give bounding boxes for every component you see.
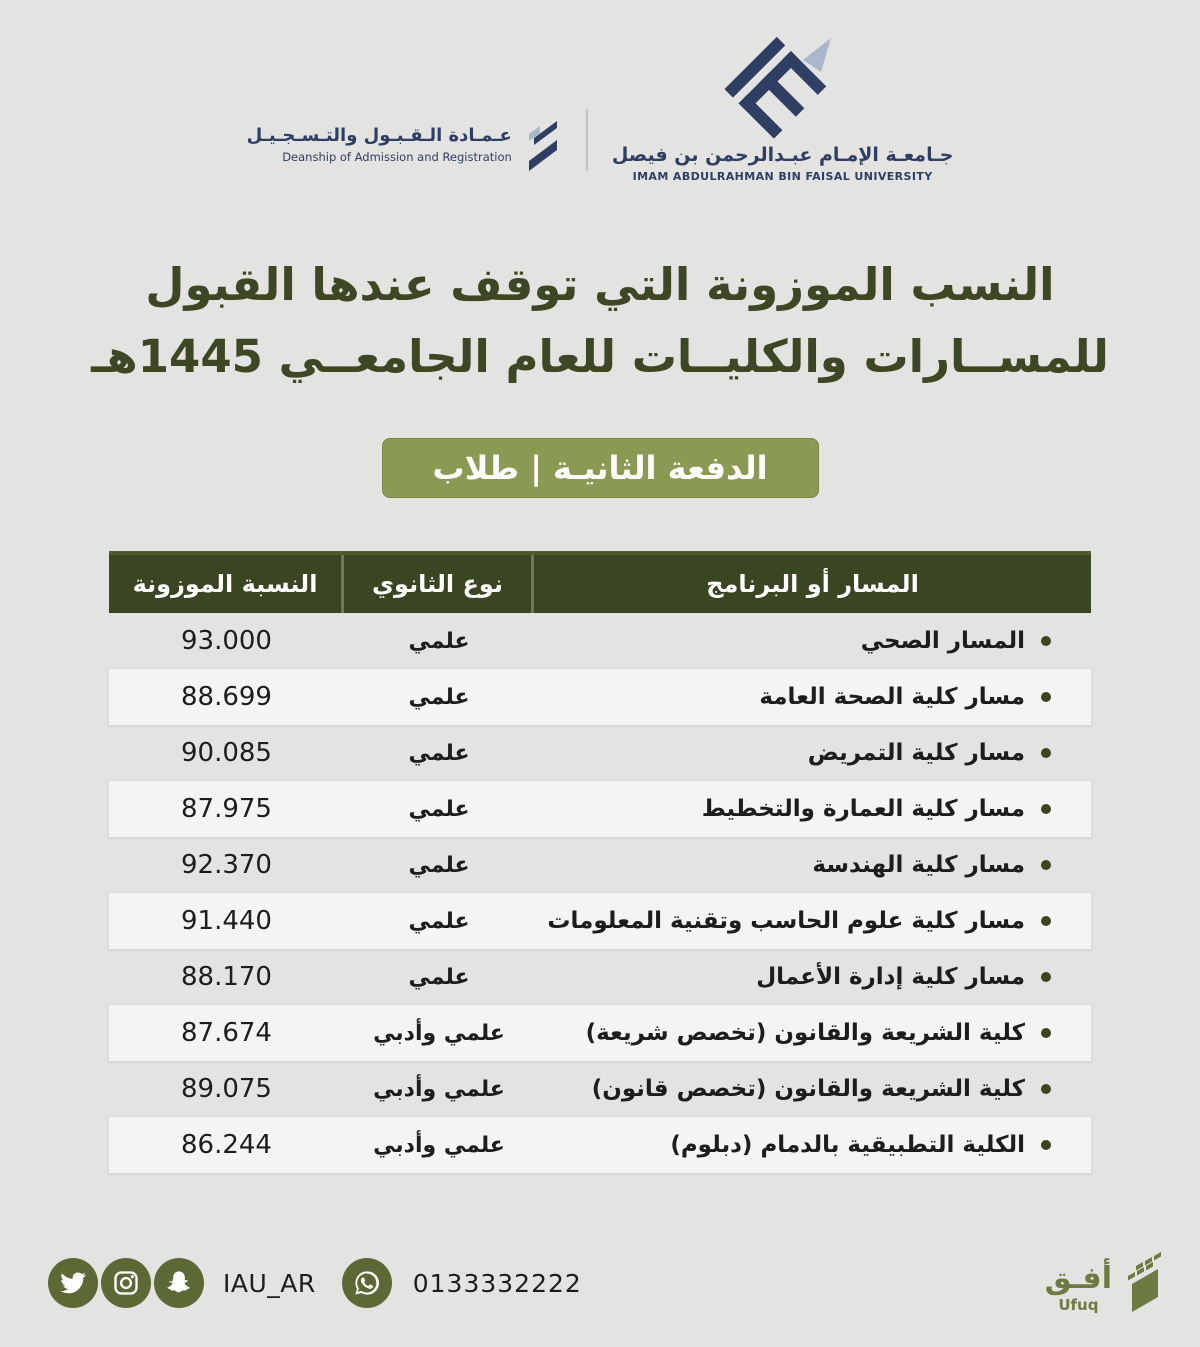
- social-handle: IAU_AR: [223, 1268, 316, 1298]
- bullet-icon: [1041, 804, 1051, 814]
- table-row: [109, 725, 1091, 781]
- bullet-icon: [1041, 1084, 1051, 1094]
- program-name: الكلية التطبيقية بالدمام (دبلوم): [670, 1132, 1025, 1158]
- deanship-stripes-icon: [526, 113, 560, 175]
- phone-number: 0133332222: [412, 1268, 582, 1298]
- program-name: كلية الشريعة والقانون (تخصص شريعة): [585, 1020, 1025, 1046]
- weighted-score-value: 86.244: [181, 1130, 272, 1160]
- school-type-value: علمي: [408, 964, 470, 990]
- table-body: [109, 613, 1091, 1173]
- bullet-icon: [1041, 916, 1051, 926]
- admission-table: [109, 551, 1091, 1173]
- header-program: المسار أو البرنامج: [706, 570, 919, 598]
- weighted-score-value: 92.370: [181, 850, 272, 880]
- title-line-1: النسب الموزونة التي توقف عندها القبول: [145, 258, 1055, 311]
- header-school-type: نوع الثانوي: [344, 555, 534, 613]
- bullet-icon: [1041, 636, 1051, 646]
- program-cell: [534, 1020, 1091, 1046]
- school-type-value: علمي وأدبي: [373, 1020, 505, 1046]
- ufuq-name-arabic: أفـق: [1044, 1261, 1112, 1296]
- deanship-name-arabic: عـمـادة الـقـبـول والتـسـجـيـل: [246, 124, 512, 146]
- table-row: [109, 1117, 1091, 1173]
- table-row: [109, 669, 1091, 725]
- program-name: مسار كلية إدارة الأعمال: [756, 964, 1025, 990]
- ufuq-flag-icon: [1116, 1248, 1162, 1318]
- logo-divider: [586, 109, 588, 171]
- weighted-score-value: 91.440: [181, 906, 272, 936]
- school-type-value: علمي: [408, 852, 470, 878]
- bullet-icon: [1041, 692, 1051, 702]
- program-cell: [534, 740, 1091, 766]
- ufuq-name-english: Ufuq: [1058, 1296, 1099, 1314]
- program-cell: [534, 1076, 1091, 1102]
- table-header: [109, 551, 1091, 613]
- program-cell: [534, 908, 1091, 934]
- weighted-score-value: 93.000: [181, 626, 272, 656]
- deanship-logo: [247, 113, 560, 183]
- program-cell: [534, 796, 1091, 822]
- program-cell: [534, 852, 1091, 878]
- program-cell: [534, 628, 1091, 654]
- table-row: [109, 893, 1091, 949]
- whatsapp-icon: [342, 1258, 392, 1308]
- bullet-icon: [1041, 1140, 1051, 1150]
- program-cell: [534, 684, 1091, 710]
- batch-badge: الدفعة الثانيـة | طلاب: [382, 438, 819, 498]
- program-name: مسار كلية التمريض: [807, 740, 1025, 766]
- university-name-english: IMAM ABDULRAHMAN BIN FAISAL UNIVERSITY: [632, 170, 933, 183]
- bullet-icon: [1041, 748, 1051, 758]
- university-mark-icon: [719, 36, 847, 140]
- deanship-name-english: Deanship of Admission and Registration: [282, 149, 512, 164]
- header-logos: [0, 0, 1200, 183]
- page-title: [0, 249, 1200, 393]
- footer: [48, 1248, 1162, 1318]
- program-cell: [534, 1132, 1091, 1158]
- bullet-icon: [1041, 1028, 1051, 1038]
- program-name: مسار كلية علوم الحاسب وتقنية المعلومات: [547, 908, 1025, 934]
- instagram-icon: [101, 1258, 151, 1308]
- program-cell: [534, 964, 1091, 990]
- header-weighted-score: النسبة الموزونة: [109, 555, 344, 613]
- table-row: [109, 837, 1091, 893]
- weighted-score-value: 90.085: [181, 738, 272, 768]
- table-row: [109, 949, 1091, 1005]
- ufuq-logo-text: [1044, 1261, 1112, 1318]
- table-row: [109, 1005, 1091, 1061]
- school-type-value: علمي وأدبي: [373, 1132, 505, 1158]
- weighted-score-value: 87.674: [181, 1018, 272, 1048]
- twitter-icon: [48, 1258, 98, 1308]
- school-type-value: علمي: [408, 796, 470, 822]
- weighted-score-value: 88.170: [181, 962, 272, 992]
- table-row: [109, 613, 1091, 669]
- bullet-icon: [1041, 860, 1051, 870]
- university-name-arabic: جـامعـة الإمـام عبـدالرحمن بن فيصل: [611, 144, 954, 166]
- ufuq-logo: [1045, 1248, 1162, 1318]
- weighted-score-value: 88.699: [181, 682, 272, 712]
- program-name: مسار كلية الصحة العامة: [759, 684, 1025, 710]
- footer-contacts: [48, 1258, 582, 1308]
- deanship-logo-text: [247, 125, 512, 164]
- title-line-2: للمســارات والكليــات للعام الجامعــي 1445هـ: [91, 330, 1109, 383]
- school-type-value: علمي: [408, 628, 470, 654]
- program-name: مسار كلية الهندسة: [812, 852, 1025, 878]
- program-name: المسار الصحي: [860, 628, 1025, 654]
- school-type-value: علمي: [408, 740, 470, 766]
- bullet-icon: [1041, 972, 1051, 982]
- weighted-score-value: 89.075: [181, 1074, 272, 1104]
- weighted-score-value: 87.975: [181, 794, 272, 824]
- table-row: [109, 781, 1091, 837]
- snapchat-icon: [154, 1258, 204, 1308]
- program-name: كلية الشريعة والقانون (تخصص قانون): [591, 1076, 1025, 1102]
- university-logo: [612, 36, 954, 183]
- school-type-value: علمي: [408, 908, 470, 934]
- table-row: [109, 1061, 1091, 1117]
- school-type-value: علمي: [408, 684, 470, 710]
- school-type-value: علمي وأدبي: [373, 1076, 505, 1102]
- program-name: مسار كلية العمارة والتخطيط: [701, 796, 1025, 822]
